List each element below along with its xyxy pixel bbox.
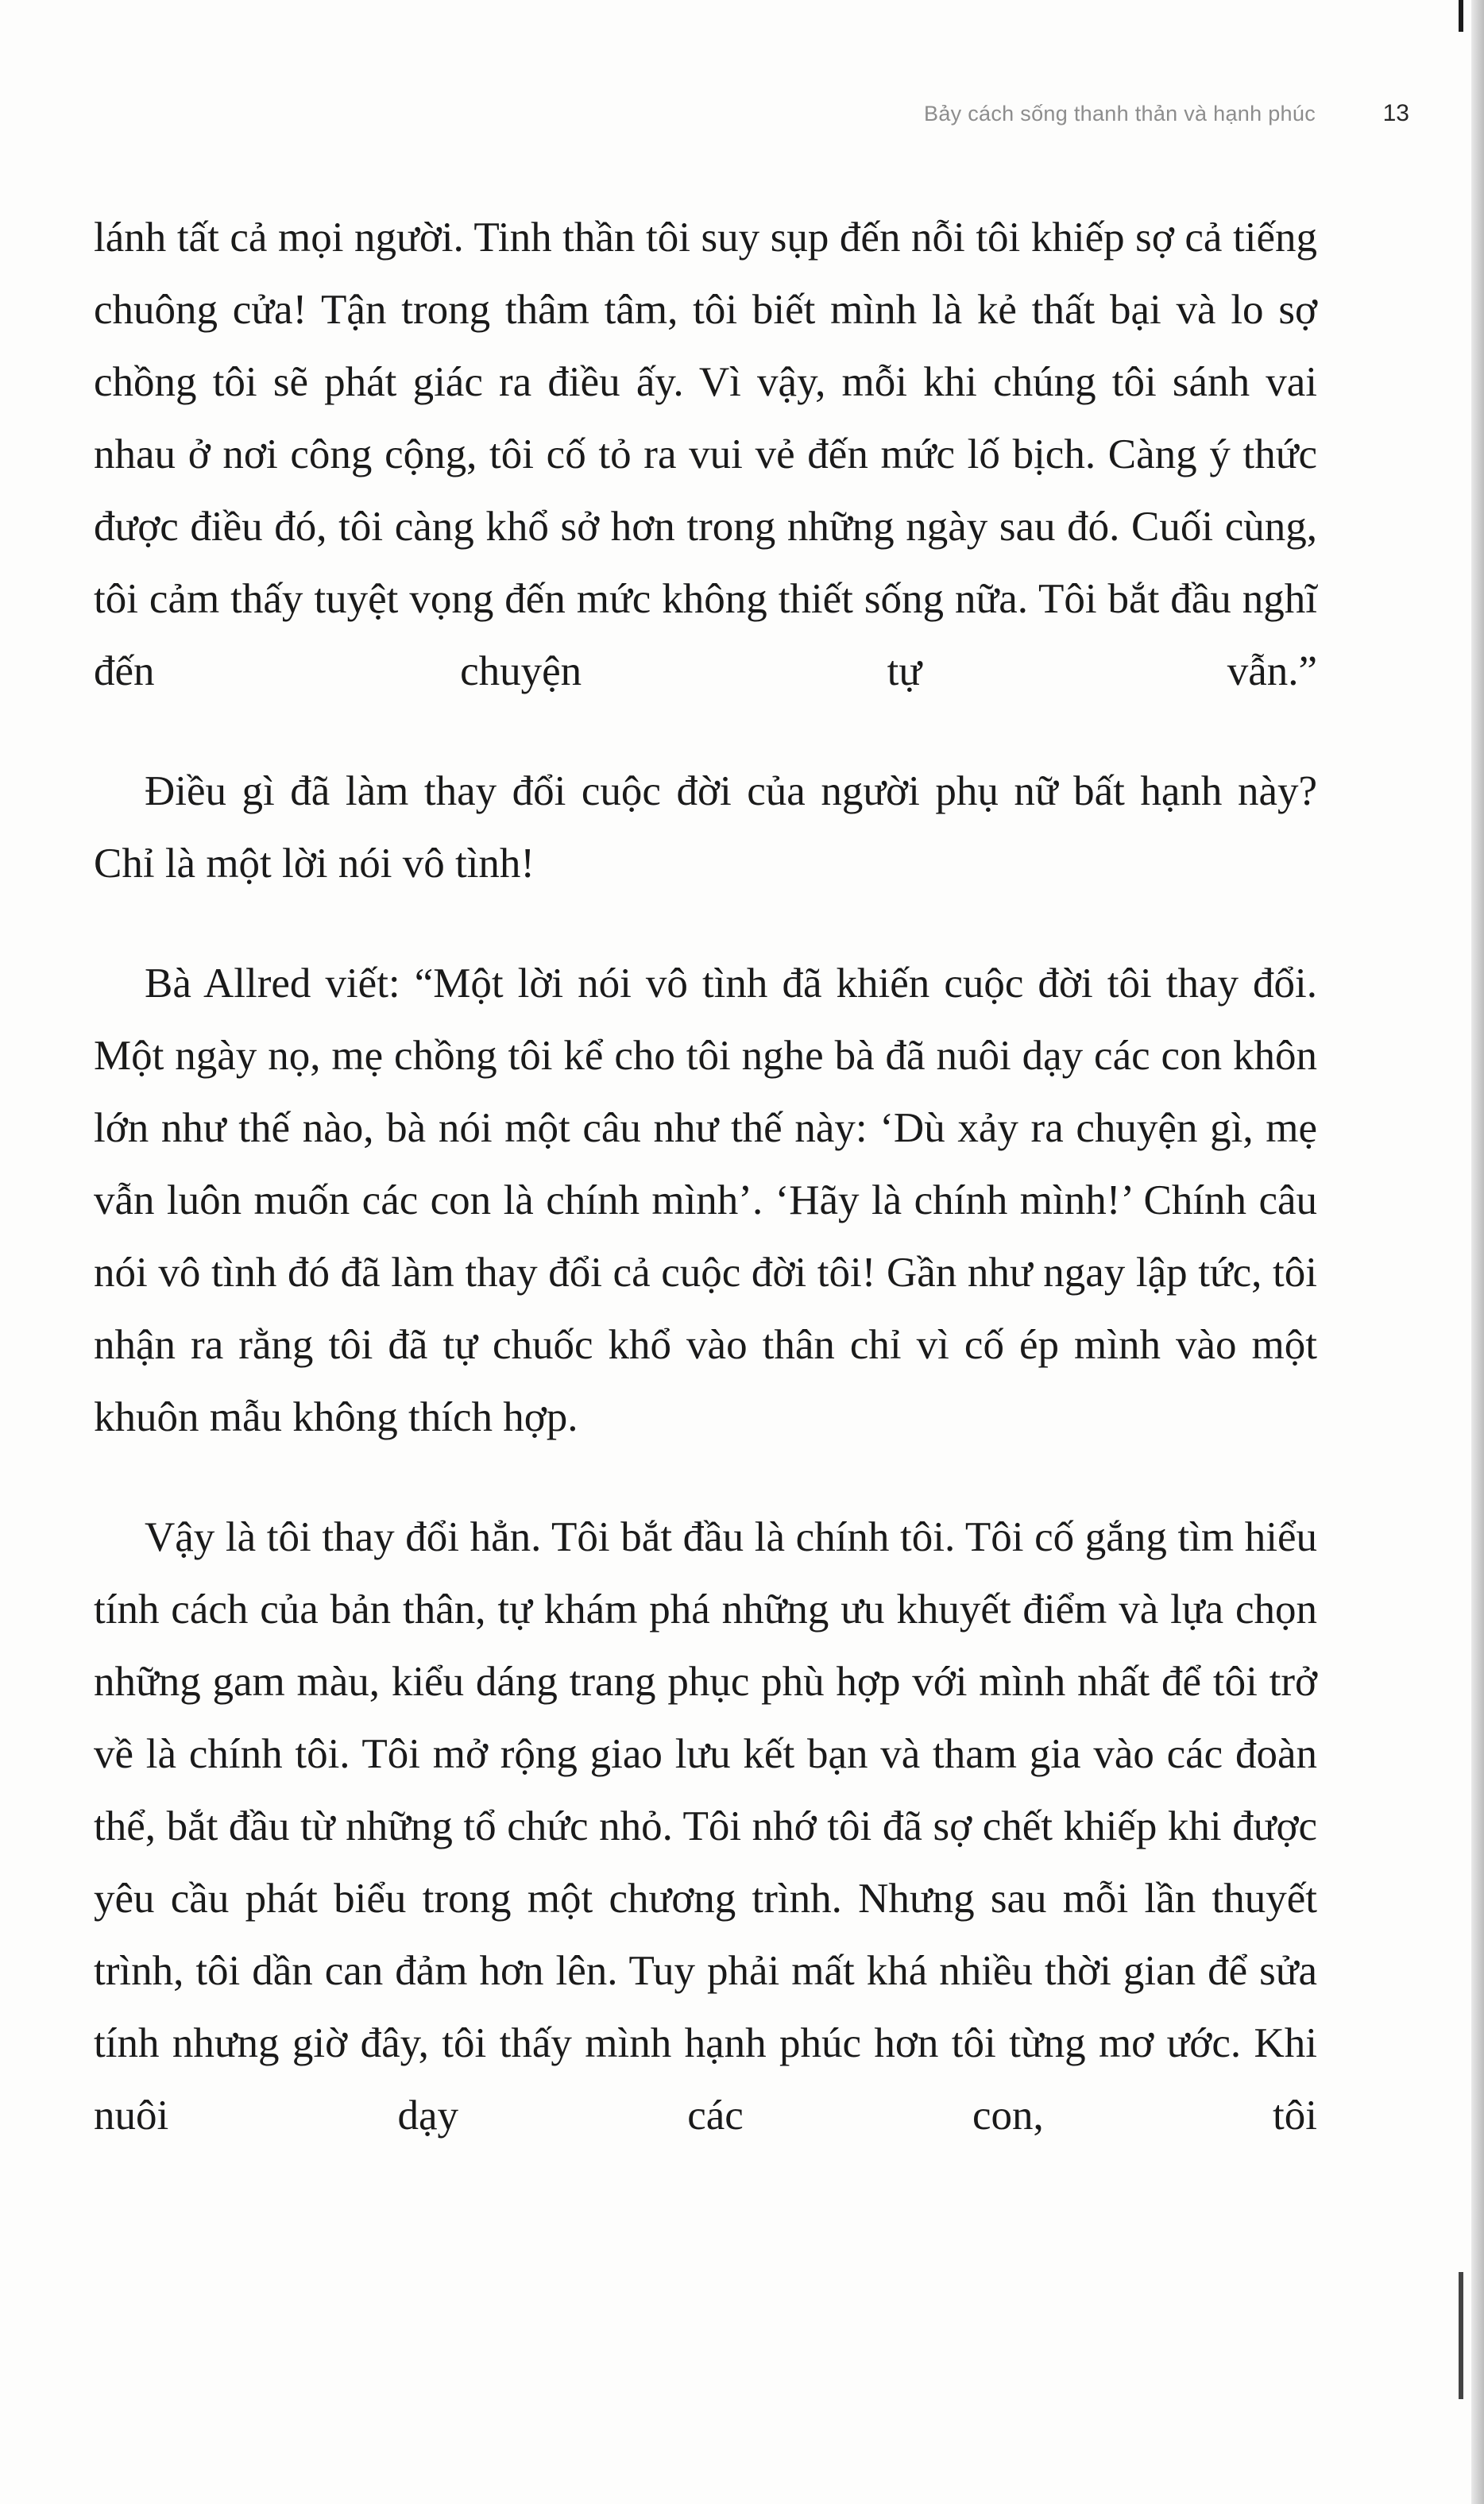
page-edge-shadow [1471, 0, 1484, 2504]
body-text [94, 202, 1317, 2152]
page-number: 13 [1382, 100, 1409, 126]
paragraph: Bà Allred viết: “Một lời nói vô tình đã khiến cuộc đời tôi thay đổi. Một ngày nọ, mẹ chồng tôi kể cho tôi nghe bà đã nuôi dạy các con khôn lớn như thế nào, bà nói một câu như thế này: ‘Dù xảy ra chuyện gì, mẹ vẫn luôn muốn các con là chính mình’. ‘Hãy là chính mình!’ Chính câu nói vô tình đó đã làm thay đổi cả cuộc đời tôi! Gần như ngay lập tức, tôi nhận ra rằng tôi đã tự chuốc khổ vào thân chỉ vì cố ép mình vào một khuôn mẫu không thích hợp. [94, 960, 1317, 1440]
paragraph: Vậy là tôi thay đổi hẳn. Tôi bắt đầu là chính tôi. Tôi cố gắng tìm hiểu tính cách của bản thân, tự khám phá những ưu khuyết điểm và lựa chọn những gam màu, kiểu dáng trang phục phù hợp với mình nhất để tôi trở về là chính tôi. Tôi mở rộng giao lưu kết bạn và tham gia vào các đoàn thể, bắt đầu từ những tổ chức nhỏ. Tôi nhớ tôi đã sợ chết khiếp khi được yêu cầu phát biểu trong một chương trình. Nhưng sau mỗi lần thuyết trình, tôi dần can đảm hơn lên. Tuy phải mất khá nhiều thời gian để sửa tính nhưng giờ đây, tôi thấy mình hạnh phúc hơn tôi từng mơ ước. Khi nuôi dạy các con, tôi [94, 1514, 1317, 2139]
running-head: Bảy cách sống thanh thản và hạnh phúc [924, 102, 1316, 126]
paragraph: Điều gì đã làm thay đổi cuộc đời của người phụ nữ bất hạnh này? Chỉ là một lời nói vô tình! [94, 768, 1317, 887]
scan-edge-mark [1459, 2272, 1463, 2399]
paragraph: lánh tất cả mọi người. Tinh thần tôi suy sụp đến nỗi tôi khiếp sợ cả tiếng chuông cửa! Tận trong thâm tâm, tôi biết mình là kẻ thất bại và lo sợ chồng tôi sẽ phát giác ra điều ấy. Vì vậy, mỗi khi chúng tôi sánh vai nhau ở nơi công cộng, tôi cố tỏ ra vui vẻ đến mức lố bịch. Càng ý thức được điều đó, tôi càng khổ sở hơn trong những ngày sau đó. Cuối cùng, tôi cảm thấy tuyệt vọng đến mức không thiết sống nữa. Tôi bắt đầu nghĩ đến chuyện tự vẫn.” [94, 214, 1317, 694]
scan-edge-mark [1459, 0, 1463, 32]
